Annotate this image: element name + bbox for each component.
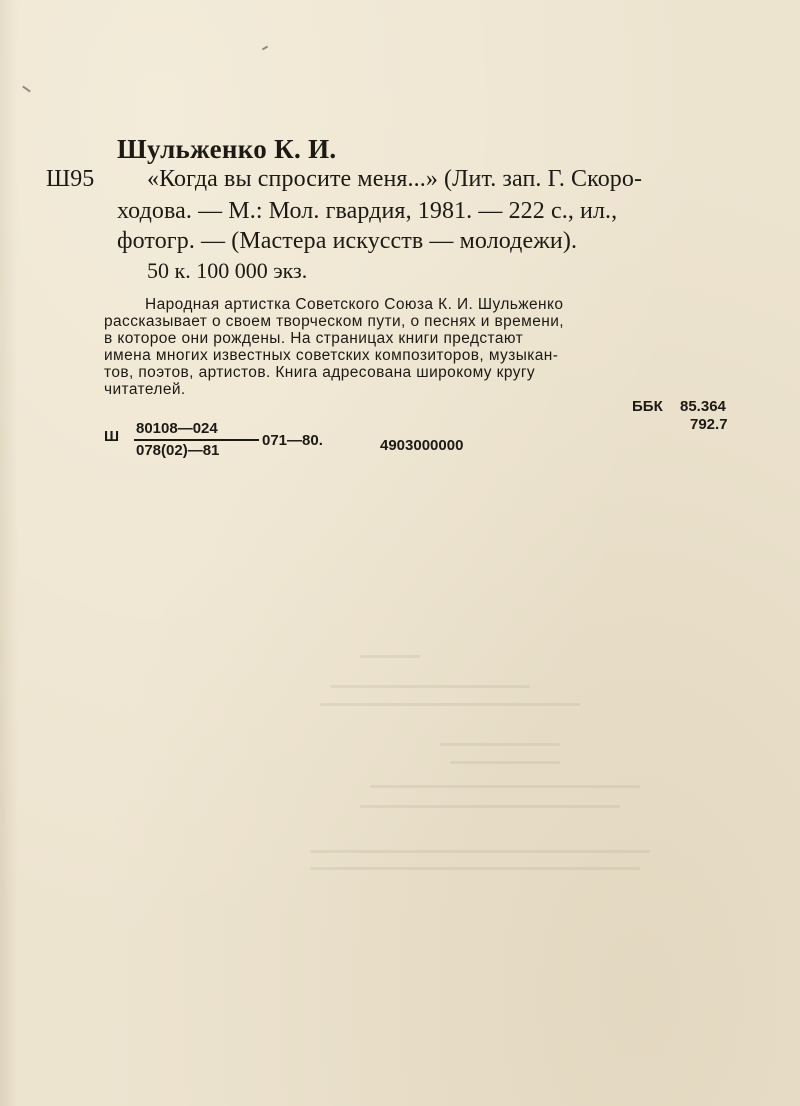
library-code: Ш95 xyxy=(46,166,95,192)
title-line-2: ходова. — М.: Мол. гвардия, 1981. — 222 с., ил., xyxy=(117,198,618,224)
index-tail: 071—80. xyxy=(262,432,323,449)
bbk-label: ББК xyxy=(632,398,663,415)
title-line-3: фотогр. — (Мастера искусств — молодежи). xyxy=(117,228,578,254)
paper-mark xyxy=(22,86,31,93)
index-number: 4903000000 xyxy=(380,437,464,454)
annotation-line-2: рассказывает о своем творческом пути, о песнях и времени, xyxy=(104,313,564,330)
index-numerator: 80108—024 xyxy=(136,420,218,437)
index-denominator: 078(02)—81 xyxy=(136,442,220,459)
paper-mark xyxy=(262,46,268,51)
annotation-line-1: Народная артистка Советского Союза К. И. Шульженко xyxy=(145,296,564,313)
annotation-line-3: в которое они рождены. На страницах книги предстают xyxy=(104,330,524,347)
annotation-line-4: имена многих известных советских композиторов, музыкан- xyxy=(104,347,559,364)
show-through-text xyxy=(250,655,650,885)
bbk-code-primary: 85.364 xyxy=(680,398,726,415)
annotation-line-5: тов, поэтов, артистов. Книга адресована широкому кругу xyxy=(104,364,536,381)
title-line-1: «Когда вы спросите меня...» (Лит. зап. Г. Скоро- xyxy=(147,166,643,192)
bbk-code-secondary: 792.7 xyxy=(690,416,728,433)
fraction-bar xyxy=(134,439,259,441)
annotation-line-6: читателей. xyxy=(104,381,186,398)
index-letter: Ш xyxy=(104,428,120,445)
price-print-run: 50 к. 100 000 экз. xyxy=(147,258,308,283)
author-name: Шульженко К. И. xyxy=(117,134,337,164)
